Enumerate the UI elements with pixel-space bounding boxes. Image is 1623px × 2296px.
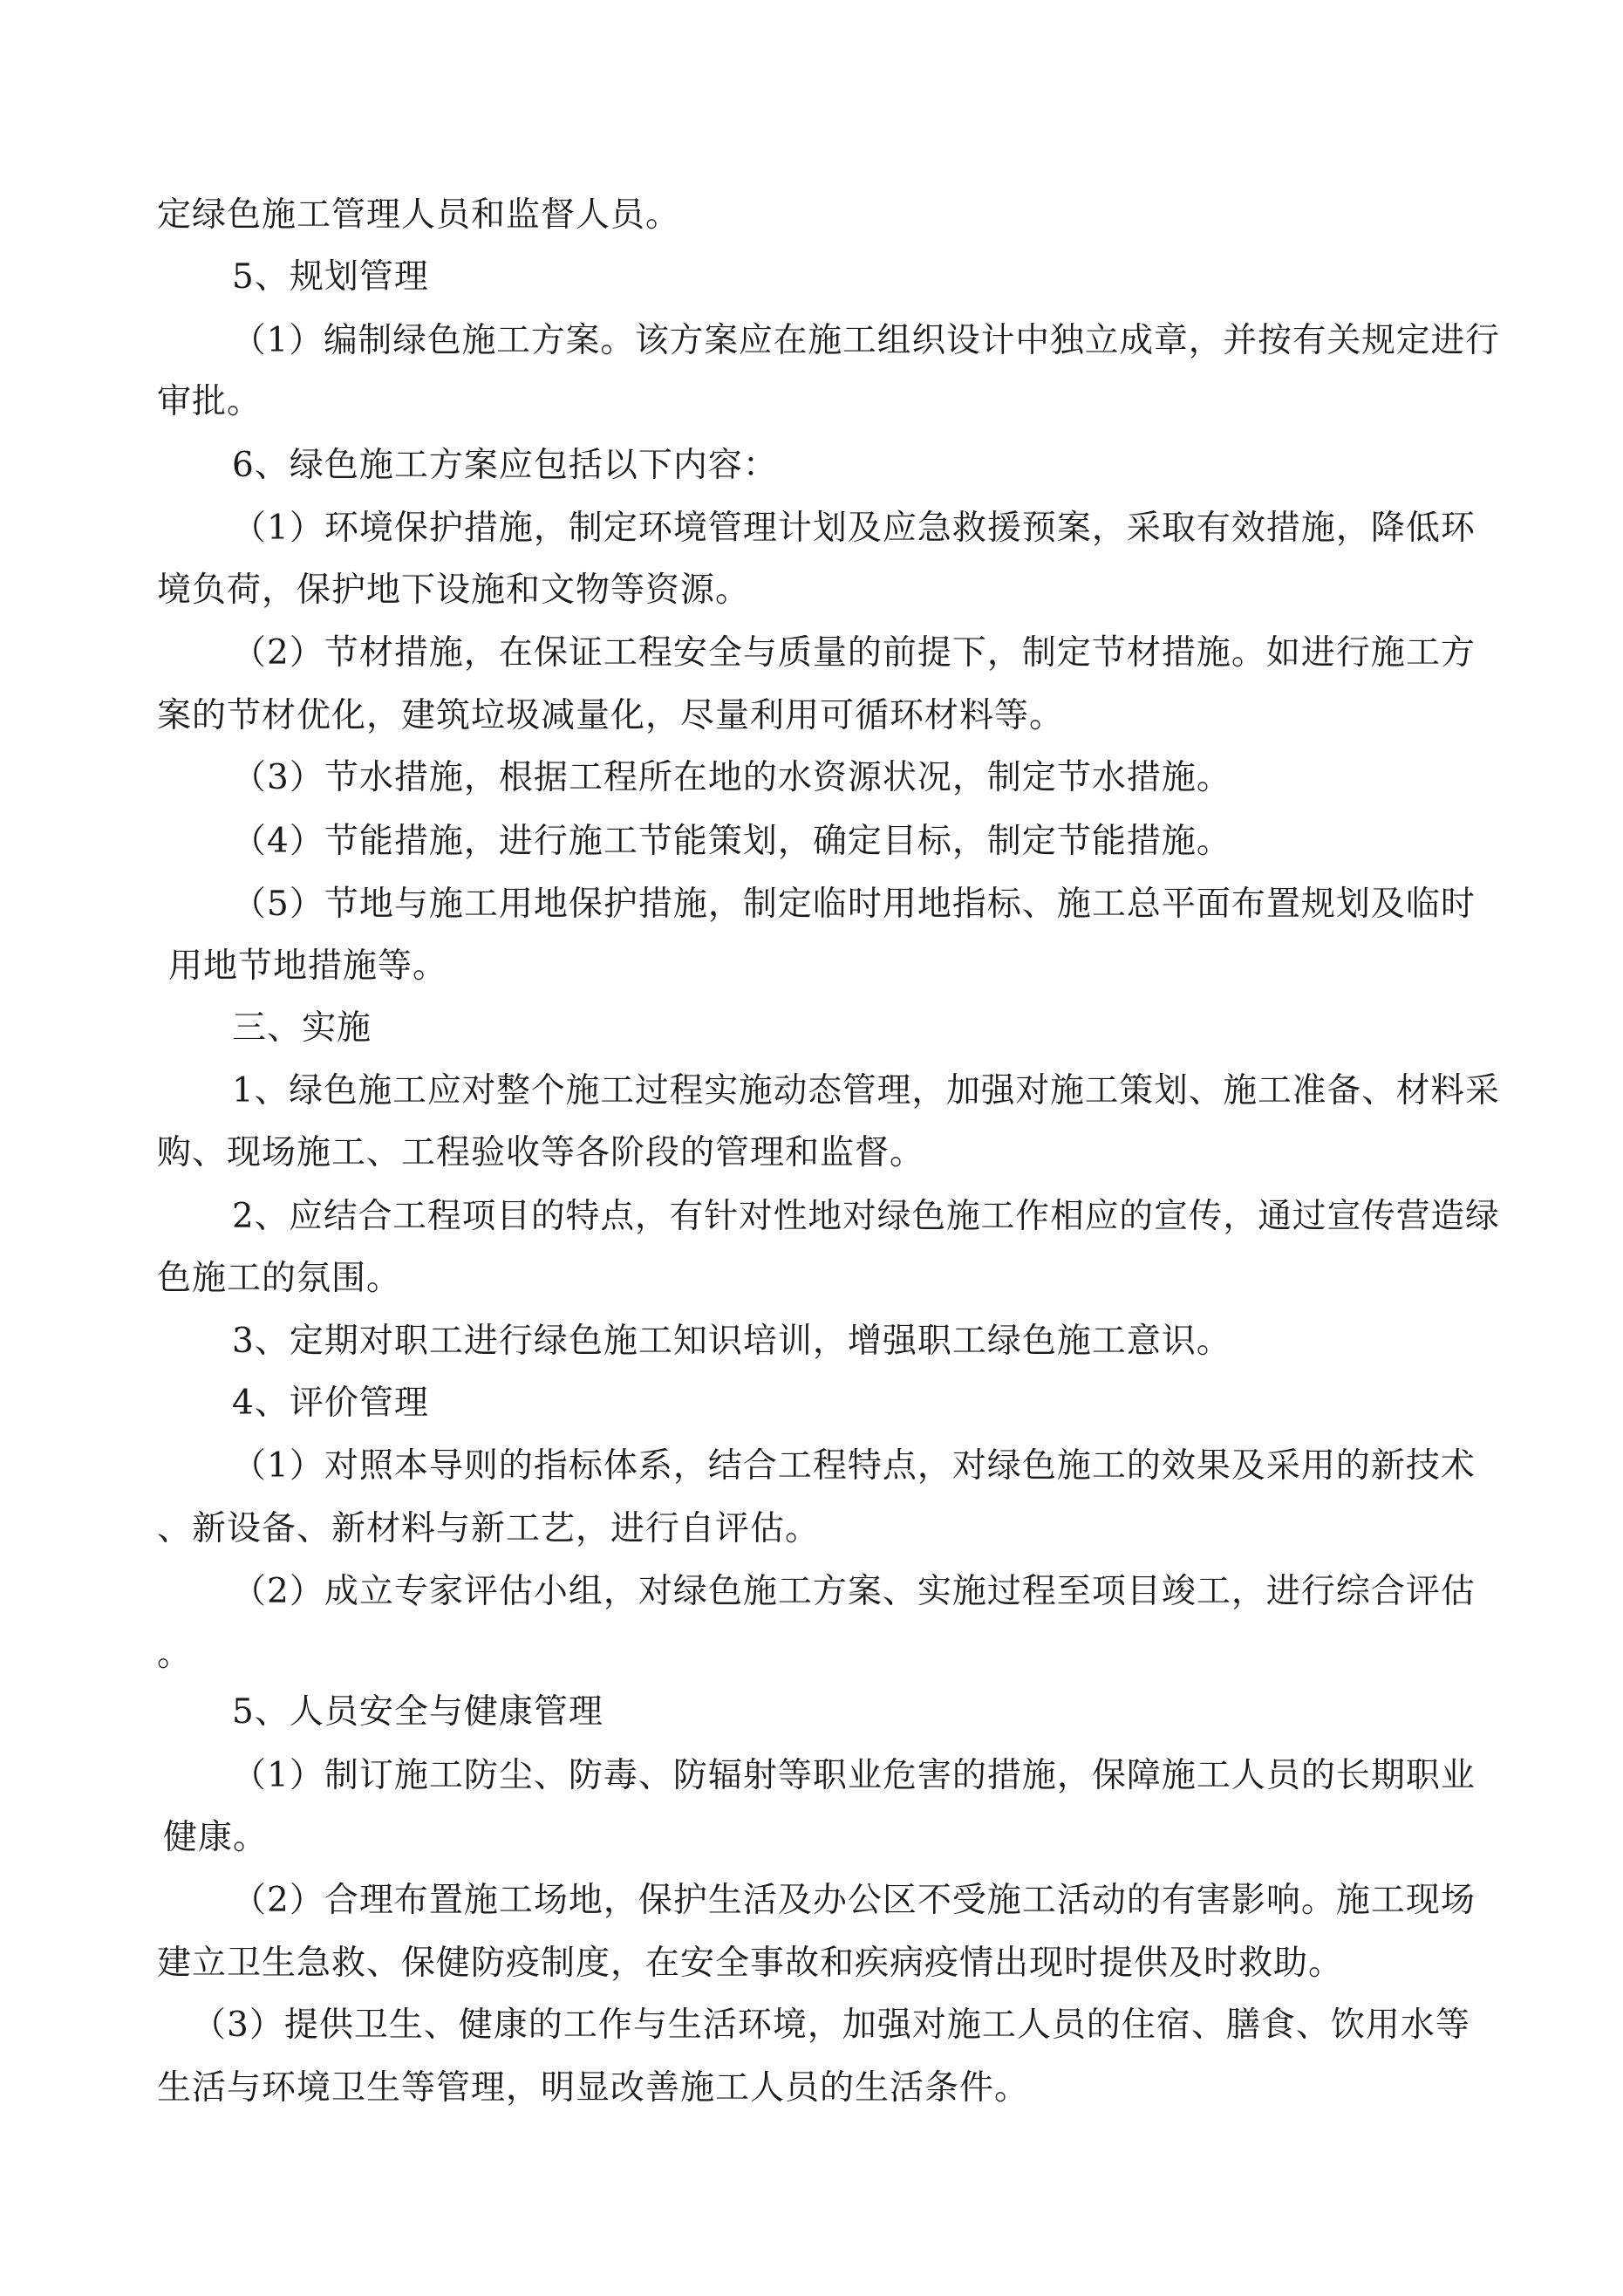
section-heading: 三、实施 <box>232 1008 372 1048</box>
text-line: 境负荷，保护地下设施和文物等资源。 <box>157 571 751 610</box>
text-line: 、新设备、新材料与新工艺，进行自评估。 <box>157 1509 821 1548</box>
text-line: （3）提供卫生、健康的工作与生活环境，加强对施工人员的住宿、膳食、饮用水等 <box>192 2006 1470 2045</box>
text-line: （1）对照本导则的指标体系，结合工程特点，对绿色施工的效果及采用的新技术 <box>232 1446 1476 1486</box>
text-line: （1）环境保护措施，制定环境管理计划及应急救援预案，采取有效措施，降低环 <box>232 509 1476 548</box>
section-heading: 4、评价管理 <box>232 1384 429 1423</box>
section-heading: 5、人员安全与健康管理 <box>232 1692 604 1732</box>
text-line: （2）合理布置施工场地，保护生活及办公区不受施工活动的有害影响。施工现场 <box>232 1881 1476 1920</box>
text-line: 用地节地措施等。 <box>168 946 448 986</box>
text-line: 案的节材优化，建筑垃圾减量化，尽量利用可循环材料等。 <box>157 696 1065 735</box>
text-line: 建立卫生急救、保健防疫制度，在安全事故和疾病疫情出现时提供及时救助。 <box>157 1944 1344 1983</box>
text-line: 定绿色施工管理人员和监督人员。 <box>157 195 681 235</box>
text-line: （1）编制绿色施工方案。该方案应在施工组织设计中独立成章，并按有关规定进行 <box>232 321 1500 360</box>
text-line: 。 <box>157 1635 193 1674</box>
text-line: （4）节能措施，进行施工节能策划，确定目标，制定节能措施。 <box>232 822 1231 861</box>
text-line: （2）节材措施，在保证工程安全与质量的前提下，制定节材措施。如进行施工方 <box>232 633 1476 673</box>
text-line: 3、定期对职工进行绿色施工知识培训，增强职工绿色施工意识。 <box>232 1322 1231 1361</box>
text-line: 色施工的氛围。 <box>157 1259 402 1298</box>
section-heading: 5、规划管理 <box>232 257 429 297</box>
text-line: 1、绿色施工应对整个施工过程实施动态管理，加强对施工策划、施工准备、材料采 <box>232 1071 1500 1110</box>
text-line: （3）节水措施，根据工程所在地的水资源状况，制定节水措施。 <box>232 758 1231 797</box>
text-line: （5）节地与施工用地保护措施，制定临时用地指标、施工总平面布置规划及临时 <box>232 885 1476 924</box>
text-line: （2）成立专家评估小组，对绿色施工方案、实施过程至项目竣工，进行综合评估 <box>232 1572 1476 1611</box>
text-line: （1）制订施工防尘、防毒、防辐射等职业危害的措施，保障施工人员的长期职业 <box>232 1756 1476 1795</box>
text-line: 购、现场施工、工程验收等各阶段的管理和监督。 <box>157 1133 925 1172</box>
text-line: 健康。 <box>163 1818 269 1857</box>
section-heading: 6、绿色施工方案应包括以下内容： <box>232 446 778 485</box>
text-line: 审批。 <box>157 382 263 421</box>
text-line: 2、应结合工程项目的特点，有针对性地对绿色施工作相应的宣传，通过宣传营造绿 <box>232 1197 1500 1236</box>
text-line: 生活与环境卫生等管理，明显改善施工人员的生活条件。 <box>157 2068 1030 2108</box>
